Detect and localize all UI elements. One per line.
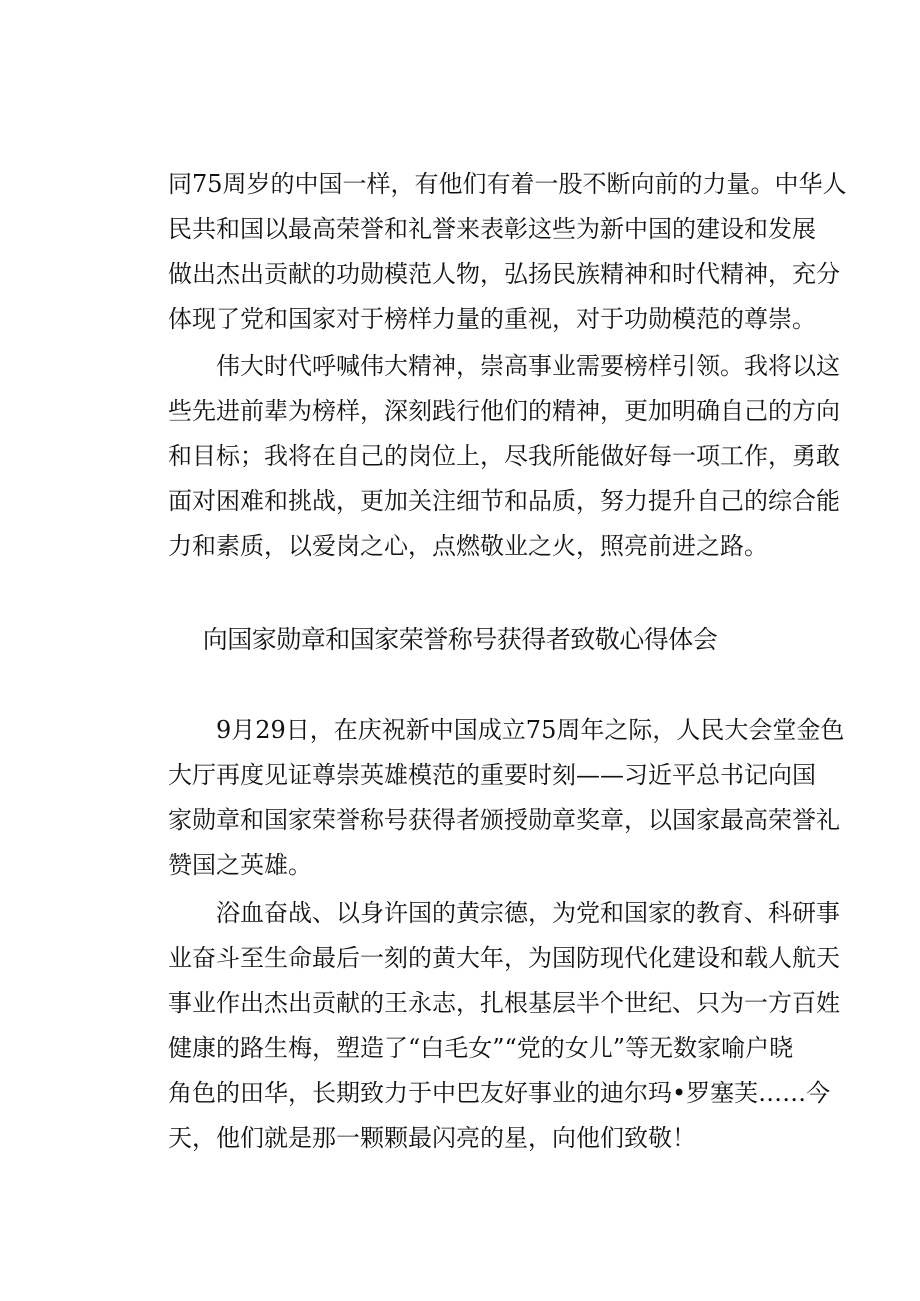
paragraph	[168, 344, 840, 569]
paragraph-line: 天，他们就是那一颗颗最闪亮的星，向他们致敬！	[168, 1124, 696, 1152]
paragraph-line: 浴血奋战、以身许国的黄宗德，为党和国家的教育、科研事	[216, 899, 840, 927]
paragraph-line: 和目标；我将在自己的岗位上，尽我所能做好每一项工作，勇敢	[168, 442, 840, 470]
paragraph-line: 力和素质，以爱岗之心，点燃敬业之火，照亮前进之路。	[168, 532, 768, 560]
paragraph-continuation	[168, 162, 847, 342]
paragraph-line: 同75周岁的中国一样，有他们有着一股不断向前的力量。中华人	[168, 170, 847, 198]
paragraph-line: 伟大时代呼喊伟大精神，崇高事业需要榜样引领。我将以这	[216, 352, 840, 380]
paragraph-line: 9月29日，在庆祝新中国成立75周年之际，人民大会堂金色	[216, 716, 845, 744]
paragraph-line: 赞国之英雄。	[168, 851, 312, 879]
paragraph-line: 些先进前辈为榜样，深刻践行他们的精神，更加明确自己的方向	[168, 397, 840, 425]
paragraph-line: 家勋章和国家荣誉称号获得者颁授勋章奖章，以国家最高荣誉礼	[168, 806, 840, 834]
paragraph-line: 角色的田华，长期致力于中巴友好事业的迪尔玛•罗塞芙……今	[168, 1079, 831, 1107]
article-title: 向国家勋章和国家荣誉称号获得者致敬心得体会	[202, 625, 718, 654]
paragraph-line: 面对困难和挑战，更加关注细节和品质，努力提升自己的综合能	[168, 487, 840, 515]
paragraph-line: 民共和国以最高荣誉和礼誉来表彰这些为新中国的建设和发展	[168, 215, 816, 243]
paragraph-line: 大厅再度见证尊崇英雄模范的重要时刻——习近平总书记向国	[168, 761, 816, 789]
paragraph	[168, 891, 840, 1161]
paragraph-line: 做出杰出贡献的功勋模范人物，弘扬民族精神和时代精神，充分	[168, 260, 840, 288]
paragraph-line: 健康的路生梅，塑造了“白毛女”“党的女儿”等无数家喻户晓	[168, 1034, 794, 1062]
paragraph-line: 事业作出杰出贡献的王永志，扎根基层半个世纪、只为一方百姓	[168, 989, 840, 1017]
paragraph-line: 体现了党和国家对于榜样力量的重视，对于功勋模范的尊崇。	[168, 305, 816, 333]
paragraph-line: 业奋斗至生命最后一刻的黄大年，为国防现代化建设和载人航天	[168, 944, 840, 972]
paragraph	[168, 708, 845, 888]
